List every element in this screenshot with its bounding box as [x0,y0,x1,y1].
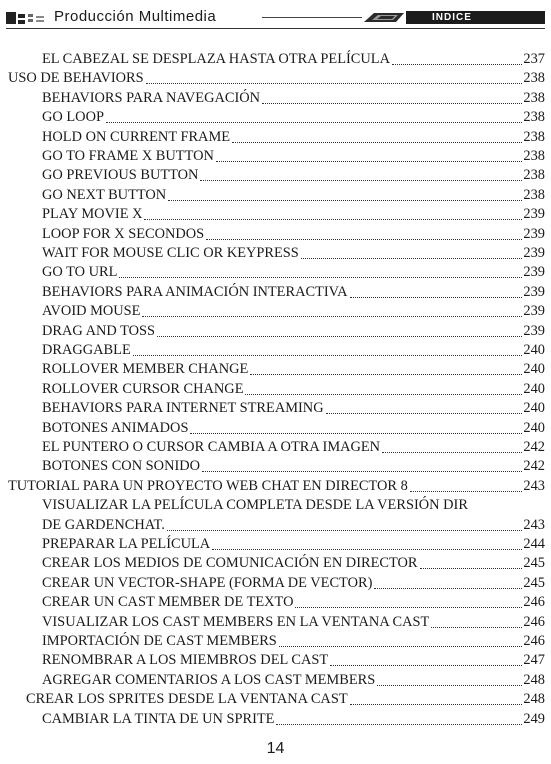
toc-entry-title: CREAR LOS SPRITES DESDE LA VENTANA CAST [26,691,348,708]
toc-entry [42,283,545,302]
toc-entry-page: 249 [523,710,545,727]
toc-entry [42,632,545,651]
dot-leader [119,277,522,278]
toc-entry-page: 238 [523,70,545,87]
toc-entry-title: BEHAVIORS PARA INTERNET STREAMING [42,400,324,417]
toc-entry-page: 246 [523,594,545,611]
toc-entry-page: 239 [523,322,545,339]
toc-entry [8,69,545,88]
toc-entry-page: 239 [523,225,545,242]
toc-entry-page: 239 [523,283,545,300]
logo-icon [6,11,46,25]
toc-entry [26,690,545,709]
toc-entry [42,225,545,244]
toc-entry-page: 243 [523,516,545,533]
toc-entry-title: AVOID MOUSE [42,303,141,320]
dot-leader [157,336,522,337]
toc-entry-page: 240 [523,400,545,417]
dot-leader [350,297,523,298]
toc-entry-title: PLAY MOVIE X [42,206,143,223]
dot-leader [250,374,522,375]
toc-entry-title: DRAG AND TOSS [42,322,156,339]
dot-leader [392,64,522,65]
toc-entry-page: 245 [523,574,545,591]
toc-entry-page: 238 [523,167,545,184]
toc-entry-title: TUTORIAL PARA UN PROYECTO WEB CHAT EN DIRECTOR 8 [8,477,408,494]
dot-leader [276,724,522,725]
toc-entry [42,574,545,593]
toc-entry [42,263,545,282]
toc-entry-page: 239 [523,303,545,320]
toc-entry-page: 240 [523,419,545,436]
toc-entry [42,108,545,127]
toc-entry [8,477,545,496]
header-underline [6,28,545,29]
toc-entry-title: BOTONES ANIMADOS [42,419,189,436]
section-label: INDICE [432,12,472,23]
toc-entry-title: ROLLOVER CURSOR CHANGE [42,380,244,397]
toc-entry [42,147,545,166]
toc-entry-page: 238 [523,186,545,203]
toc-entry-title: HOLD ON CURRENT FRAME [42,128,231,145]
toc-entry-page: 237 [523,51,545,67]
dot-leader [146,83,523,84]
toc-entry-title: GO TO FRAME X BUTTON [42,148,214,164]
toc-entry-title: DRAGGABLE [42,342,131,358]
toc-entry-title: EL CABEZAL SE DESPLAZA HASTA OTRA PELÍCULA [42,51,390,67]
toc-entry-page: 243 [523,477,545,494]
toc-entry [42,457,545,476]
toc-entry [42,516,545,535]
toc-entry-page: 242 [523,458,545,475]
toc-entry-title: EL PUNTERO O CURSOR CAMBIA A OTRA IMAGEN [42,439,381,455]
toc-entry-page: 239 [523,206,545,223]
toc-entry-page: 248 [523,671,545,688]
toc-entry-title: BOTONES CON SONIDO [42,458,201,475]
dot-leader [168,200,522,201]
dot-leader [106,122,522,123]
dot-leader [431,627,522,628]
toc-entry [42,205,545,224]
toc-entry-page: 240 [523,342,545,358]
dot-leader [232,142,522,143]
toc-entry-title: VISUALIZAR LA PELÍCULA COMPLETA DESDE LA VERSIÓN DIR [42,497,468,514]
book-title: Producción Multimedia [54,8,217,25]
toc-entry-page: 239 [523,245,545,261]
toc-entry [42,341,545,360]
toc-entry [42,302,545,321]
dot-leader [377,685,522,686]
toc-entry-title: PREPARAR LA PELÍCULA [42,536,211,552]
toc-entry [42,496,545,515]
dot-leader [295,607,522,608]
toc-entry [42,419,545,438]
toc-entry-title: DE GARDENCHAT. [42,516,165,533]
toc-entry-page: 239 [523,264,545,281]
toc-entry [42,322,545,341]
toc-entry-page: 238 [523,128,545,145]
toc-entry [42,438,545,457]
dot-leader [350,704,523,705]
dot-leader [133,355,523,356]
toc-entry [42,166,545,185]
toc-entry-title: GO PREVIOUS BUTTON [42,167,199,184]
toc-entry-title: LOOP FOR X SECONDOS [42,225,205,242]
dot-leader [301,258,523,259]
dot-leader [410,491,523,492]
dot-leader [202,471,522,472]
toc-entry-title: VISUALIZAR LOS CAST MEMBERS EN LA VENTANA CAST [42,613,430,630]
toc-entry [42,50,545,69]
toc-entry-page: 240 [523,380,545,397]
toc-entry [42,380,545,399]
dot-leader [326,413,523,414]
toc-entry-title: GO TO URL [42,264,118,281]
toc-entry-page: 247 [523,652,545,669]
toc-entry-page: 238 [523,89,545,106]
toc-entry-title: ROLLOVER MEMBER CHANGE [42,361,249,378]
toc-entry-title: IMPORTACIÓN DE CAST MEMBERS [42,633,277,649]
toc-entry-page: 238 [523,148,545,164]
toc-entry-title: RENOMBRAR A LOS MIEMBROS DEL CAST [42,652,329,669]
toc-entry-title: BEHAVIORS PARA NAVEGACIÓN [42,89,261,106]
toc-entry-page: 245 [523,555,545,572]
toc-entry-page: 242 [523,439,545,455]
toc-entry [42,128,545,147]
toc-entry-title: CREAR LOS MEDIOS DE COMUNICACIÓN EN DIRECTOR [42,555,418,572]
toc-entry-title: CREAR UN VECTOR-SHAPE (FORMA DE VECTOR) [42,574,373,591]
dot-leader [167,530,523,531]
dot-leader [144,219,522,220]
dot-leader [382,452,522,453]
toc-entry-page: 246 [523,613,545,630]
toc-entry [42,244,545,263]
toc-entry [42,593,545,612]
toc-entry-page: 238 [523,109,545,126]
toc-entry-page: 248 [523,691,545,708]
toc-entry-title: WAIT FOR MOUSE CLIC OR KEYPRESS [42,245,299,261]
toc-entry-page: 246 [523,633,545,649]
dot-leader [245,394,522,395]
dot-leader [262,103,522,104]
dot-leader [190,433,522,434]
dot-leader [212,549,522,550]
toc-entry [42,399,545,418]
dot-leader [330,665,522,666]
toc-entry [42,89,545,108]
toc-entry [42,554,545,573]
toc-entry-page: 240 [523,361,545,378]
toc-entry-title: CAMBIAR LA TINTA DE UN SPRITE [42,710,275,727]
toc-entry [42,651,545,670]
toc-entry-title: GO NEXT BUTTON [42,186,167,203]
dot-leader [200,180,522,181]
toc-entry [42,671,545,690]
section-bar [406,11,545,24]
toc-entry-title: USO DE BEHAVIORS [8,70,144,87]
dot-leader [279,646,523,647]
toc-entry [42,186,545,205]
emblem-icon [362,11,406,23]
dot-leader [374,588,522,589]
toc-entry-page: 244 [523,536,545,552]
toc-entry-title: BEHAVIORS PARA ANIMACIÓN INTERACTIVA [42,283,348,300]
toc-entry [42,613,545,632]
dot-leader [142,316,522,317]
toc-entry [42,535,545,554]
page-number: 14 [266,740,285,757]
page-header [0,0,551,34]
toc-entry-title: GO LOOP [42,109,104,126]
dot-leader [216,161,522,162]
toc-entry-title: AGREGAR COMENTARIOS A LOS CAST MEMBERS [42,671,376,688]
toc-entry-title: CREAR UN CAST MEMBER DE TEXTO [42,594,294,611]
dot-leader [206,239,522,240]
toc-entry [42,360,545,379]
header-divider [262,17,362,18]
toc-entry [42,710,545,729]
dot-leader [420,568,523,569]
